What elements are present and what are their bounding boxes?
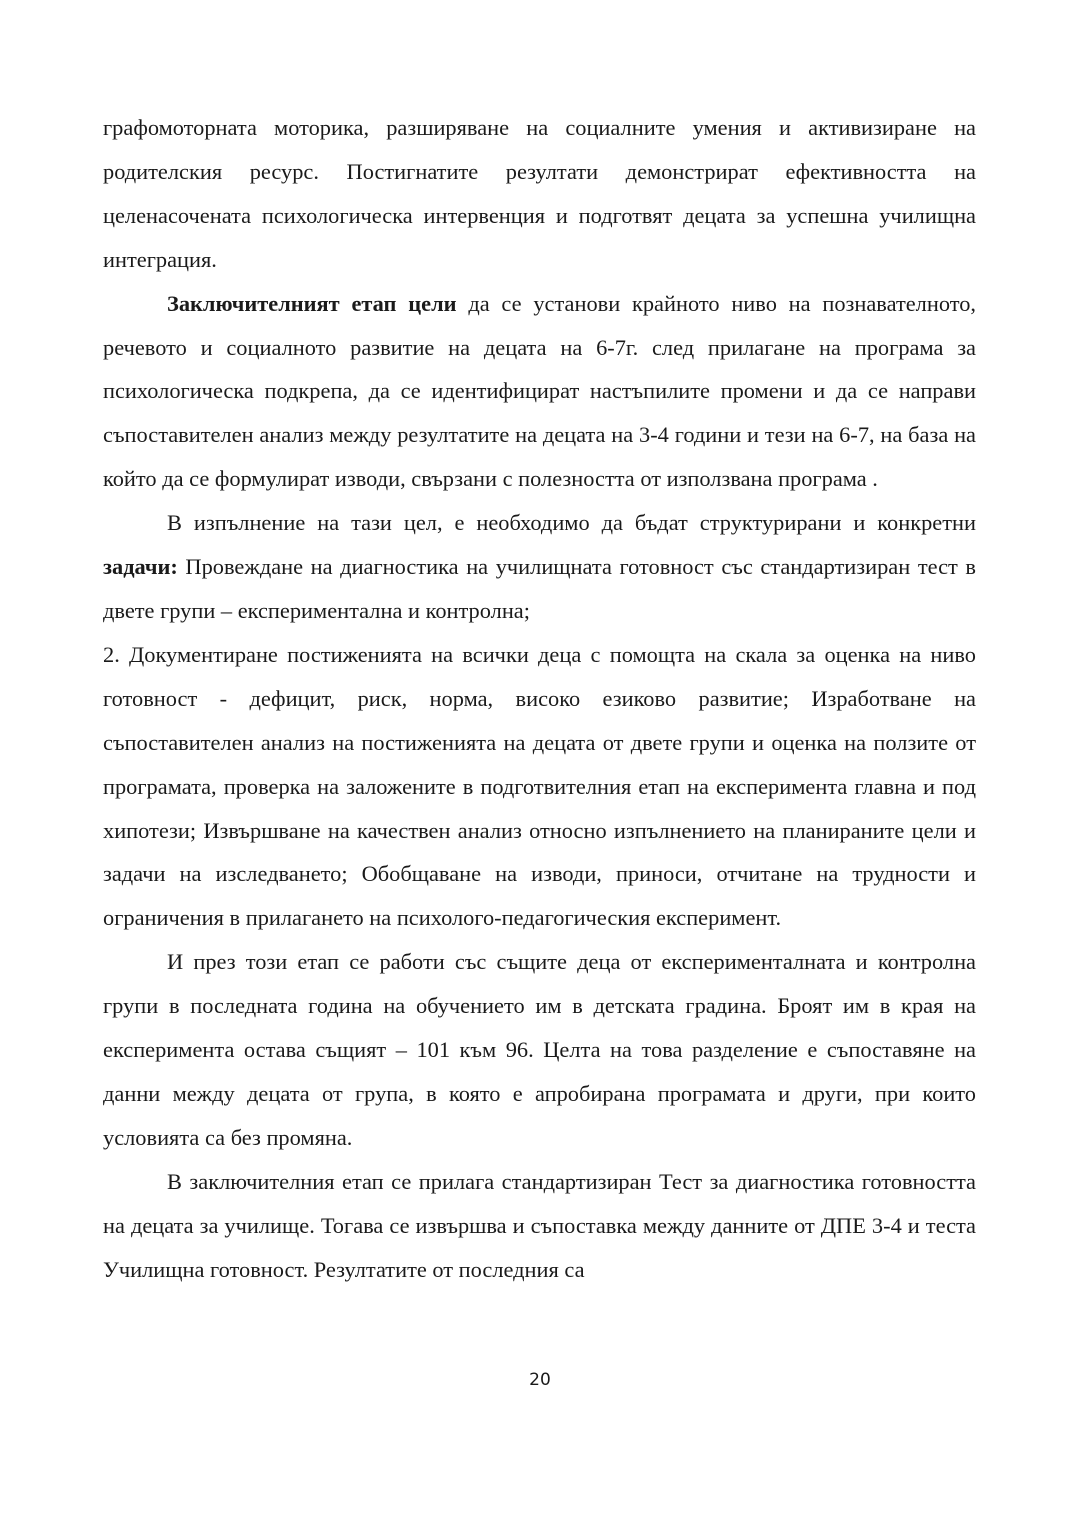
paragraph-3 xyxy=(103,501,976,633)
paragraph-2-text: да се установи крайното ниво на познавателното, речевото и социалното развитие на децата на 6-7г. след прилагане на програма за психологическа подкрепа, да се идентифицират настъпилите промени и да се направи съпоставителен анализ между резултатите на децата на 3-4 години и тези на 6-7, на база на който да се формулират изводи, свързани с полезността от използвана програма . xyxy=(103,290,977,492)
paragraph-5: И през този етап се работи със същите деца от експерименталната и контролна групи в последната година на обучението им в детската градина. Броят им в края на експеримента остава същият – 101 към 96. Целта на това разделение е съпоставяне на данни между децата от група, в която е апробирана програмата и други, при които условията са без промяна. xyxy=(103,949,976,1150)
paragraph-3-text-after: Провеждане на диагностика на училищната готовност със стандартизиран тест в двете групи – експериментална и контролна; xyxy=(103,554,976,623)
paragraph-2 xyxy=(103,282,976,502)
document-body xyxy=(103,106,976,1291)
paragraph-3-bold-tasks: задачи: xyxy=(103,554,178,580)
paragraph-6: В заключителния етап се прилага стандартизиран Тест за диагностика готовността на децата за училище. Тогава се извършва и съпоставка между данните от ДПЕ 3-4 и теста Училищна готовност. Резултатите от последния са xyxy=(103,1168,976,1282)
paragraph-1: графомоторната моторика, разширяване на социалните умения и активизиране на родителския ресурс. Постигнатите резултати демонстрират ефективността на целенасочената психологическа интервенция и подготвят децата за успешна училищна интеграция. xyxy=(103,115,976,272)
paragraph-3-text-before: В изпълнение на тази цел, е необходимо да бъдат структурирани и конкретни xyxy=(167,510,976,536)
paragraph-4: 2. Документиране постиженията на всички деца с помощта на скала за оценка на ниво готовност - дефицит, риск, норма, високо езиково развитие; Изработване на съпоставителен анализ на постиженията на децата от двете групи и оценка на ползите от програмата, проверка на заложените в подготвителния етап на експеримента главна и под хипотези; Извършване на качествен анализ относно изпълнението на планираните цели и задачи на изследването; Обобщаване на изводи, приноси, отчитане на трудности и ограничения в прилагането на психолого-педагогическия експеримент. xyxy=(103,641,976,931)
paragraph-2-bold-lead: Заключителният етап цели xyxy=(167,290,457,316)
page-number: 20 xyxy=(529,1370,551,1390)
